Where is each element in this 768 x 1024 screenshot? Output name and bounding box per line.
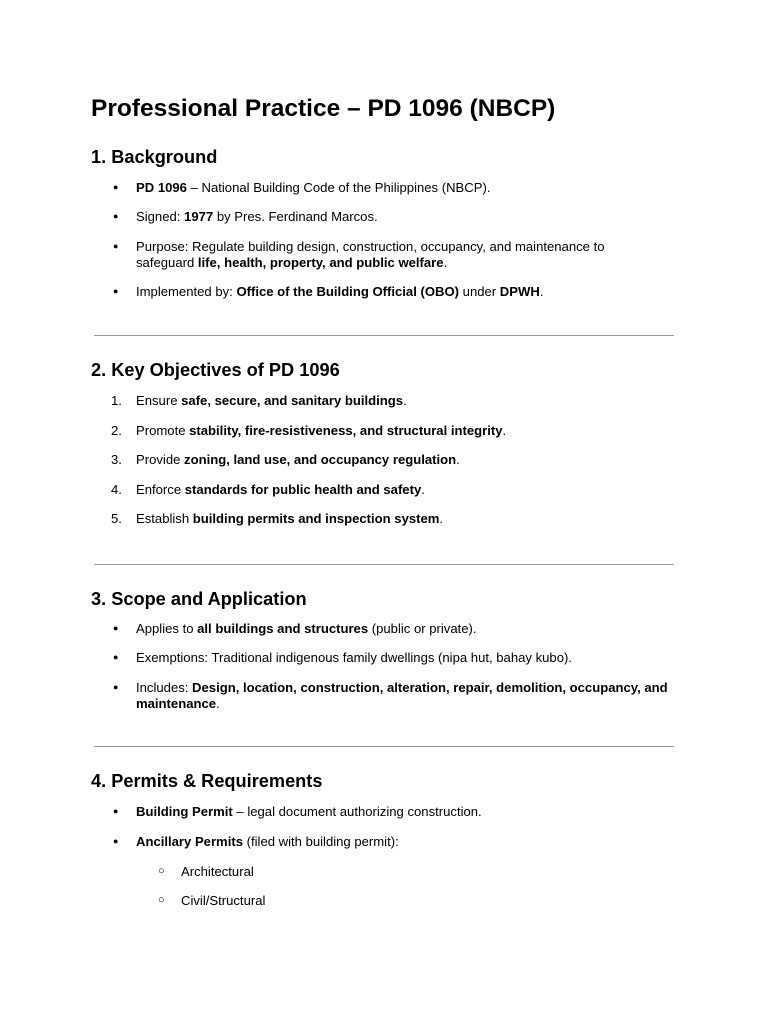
bullet-marker: ● [113, 286, 119, 296]
list-item: Building Permit – legal document authorizing construction. [136, 804, 482, 819]
bullet-marker: ● [113, 241, 119, 251]
list-number: 1. [111, 393, 122, 408]
list-number: 5. [111, 511, 122, 526]
list-item: Promote stability, fire-resistiveness, and structural integrity. [136, 423, 507, 438]
bullet-marker: ● [113, 806, 119, 816]
list-item: Provide zoning, land use, and occupancy regulation. [136, 452, 460, 467]
section-divider [94, 746, 674, 747]
sub-list-item: Civil/Structural [181, 893, 266, 908]
bullet-marker: ● [113, 652, 119, 662]
list-item: Implemented by: Office of the Building Official (OBO) under DPWH. [136, 284, 544, 299]
list-item: Includes: Design, location, construction, alteration, repair, demolition, occupancy, and maintenance. [136, 680, 668, 711]
list-item: Purpose: Regulate building design, construction, occupancy, and maintenance to safeguard life, health, property, and public welfare. [136, 239, 605, 270]
list-item: Ancillary Permits (filed with building permit): [136, 834, 399, 849]
list-number: 3. [111, 452, 122, 467]
sub-list-item: Architectural [181, 864, 254, 879]
sub-bullet-marker: ○ [158, 894, 165, 906]
section-divider [94, 335, 674, 336]
list-item: PD 1096 – National Building Code of the Philippines (NBCP). [136, 180, 491, 195]
section-heading-permits: 4. Permits & Requirements [91, 771, 323, 791]
bullet-marker: ● [113, 682, 119, 692]
section-heading-scope: 3. Scope and Application [91, 589, 307, 609]
page-title: Professional Practice – PD 1096 (NBCP) [91, 95, 556, 122]
list-item: Exemptions: Traditional indigenous family dwellings (nipa hut, bahay kubo). [136, 650, 572, 665]
bullet-marker: ● [113, 836, 119, 846]
bullet-marker: ● [113, 623, 119, 633]
list-item: Applies to all buildings and structures (public or private). [136, 621, 477, 636]
list-item: Enforce standards for public health and safety. [136, 482, 425, 497]
list-item: Signed: 1977 by Pres. Ferdinand Marcos. [136, 209, 378, 224]
bullet-marker: ● [113, 211, 119, 221]
section-heading-background: 1. Background [91, 147, 218, 167]
list-item: Ensure safe, secure, and sanitary buildings. [136, 393, 407, 408]
list-number: 2. [111, 423, 122, 438]
section-divider [94, 564, 674, 565]
section-heading-key-objectives: 2. Key Objectives of PD 1096 [91, 360, 340, 380]
sub-bullet-marker: ○ [158, 865, 165, 877]
list-item: Establish building permits and inspection system. [136, 511, 444, 526]
bullet-marker: ● [113, 182, 119, 192]
list-number: 4. [111, 482, 122, 497]
